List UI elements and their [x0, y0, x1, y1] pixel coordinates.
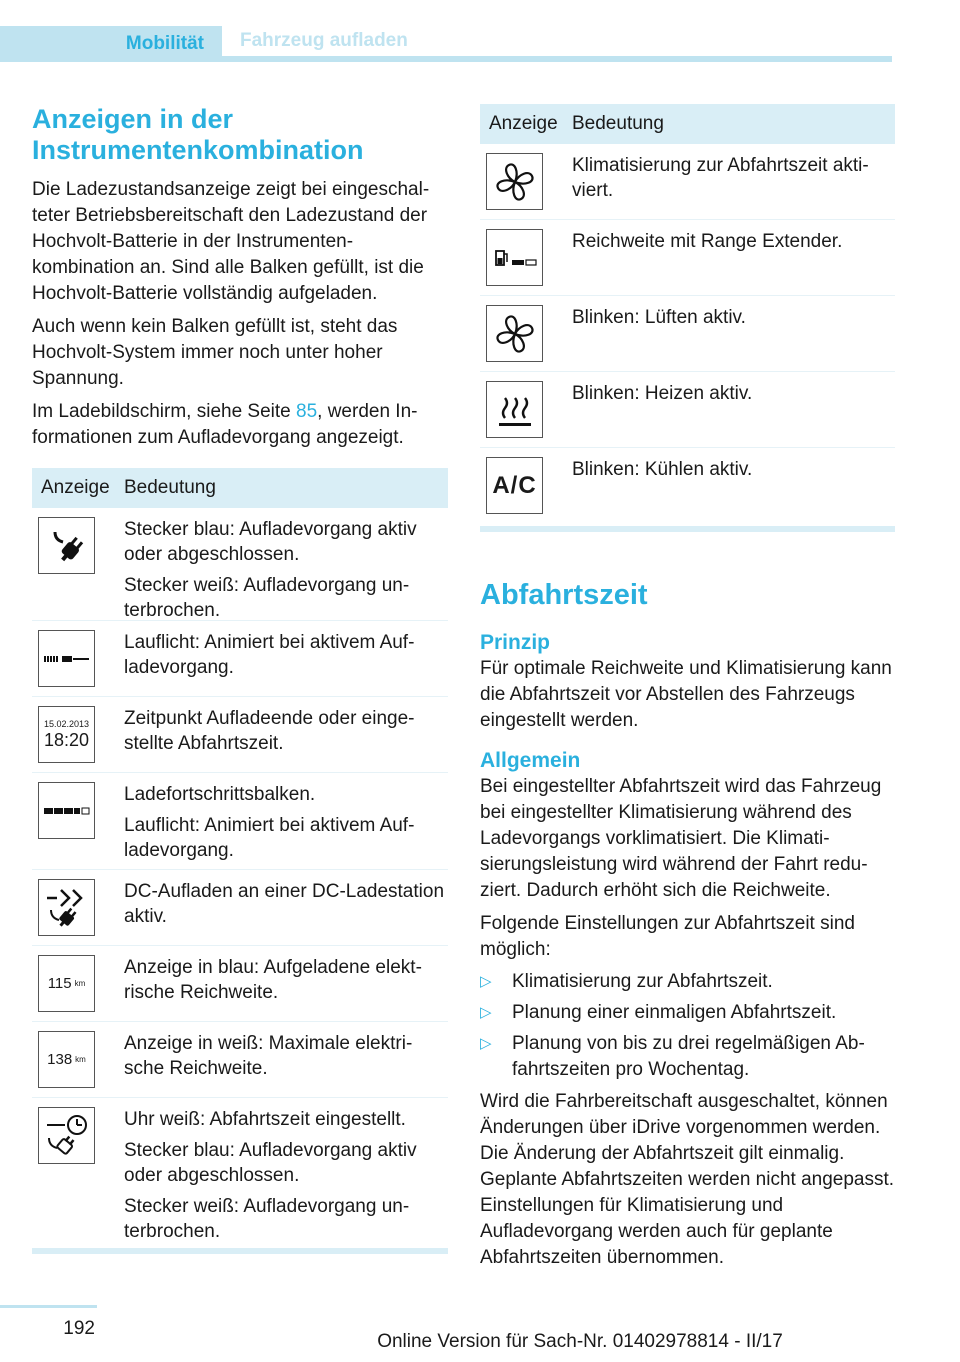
fan-icon	[486, 305, 543, 362]
range-blue-icon	[38, 955, 95, 1012]
left-column	[32, 104, 448, 1254]
text: , werden Informationen zum Aufladevorgang angezeigt.	[32, 401, 418, 448]
cell-text: Anzeige in weiß: Maximale elektrische Reichweite.	[124, 1033, 413, 1079]
table-row	[32, 508, 448, 621]
paragraph: Folgende Einstellungen zur Abfahrtszeit sind möglich:	[480, 913, 855, 960]
cell-text: Lauflicht: Animiert bei aktivem Aufladevorgang.	[124, 632, 415, 678]
table-row	[480, 448, 895, 524]
paragraph: Auch wenn kein Balken gefüllt ist, steht das Hochvolt-System immer noch unter hoher Spannung.	[32, 316, 398, 389]
list-item-text: Klimatisierung zur Abfahrtszeit.	[512, 971, 773, 992]
table-row	[480, 144, 895, 220]
fan-icon	[486, 153, 543, 210]
table-row	[32, 773, 448, 870]
cell-text: Anzeige in blau: Aufgeladene elektrische Reichweite.	[124, 957, 422, 1003]
cell-text: Stecker blau: Aufladevorgang aktiv oder abgeschlossen.	[124, 1140, 417, 1186]
cell-text: DC-Aufladen an einer DC-Ladestation aktiv.	[124, 881, 445, 927]
range-unit: km	[75, 1055, 86, 1064]
display-table	[32, 468, 448, 1254]
bullet-marker-icon: ▷	[480, 1004, 492, 1021]
table-row	[32, 1098, 448, 1248]
table-bottom-rule	[480, 526, 895, 532]
table-row	[32, 870, 448, 946]
paragraph	[32, 399, 448, 451]
table-row	[480, 372, 895, 448]
page-number-rule	[0, 1305, 97, 1308]
table-row	[32, 697, 448, 773]
cell-text: Blinken: Heizen aktiv.	[572, 383, 753, 404]
progress-bar-icon	[38, 782, 95, 839]
range-unit: km	[74, 979, 86, 988]
cell-text: Blinken: Kühlen aktiv.	[572, 459, 753, 480]
cell-text: Reichweite mit Range Extender.	[572, 231, 843, 252]
column-header: Anzeige	[41, 477, 110, 498]
table-row	[32, 1022, 448, 1098]
cell-text: Uhr weiß: Abfahrtszeit eingestellt.	[124, 1109, 406, 1130]
page-number: 192	[63, 1318, 95, 1339]
section-title: Anzeigen in der Instrumentenkombination	[32, 104, 364, 165]
paragraph: Bei eingestellter Abfahrtszeit wird das Fahrzeug bei eingestellter Klimatisierung während des Ladevorgangs vorklimatisiert. Die Klimatisierungsleistung wird während der Fahrt reduziert. Dadurch erhöht sich die Reichweite.	[480, 776, 882, 901]
list-item	[480, 1000, 895, 1026]
cell-text: Stecker weiß: Aufladevorgang unterbrochen.	[124, 575, 410, 621]
text: Im Ladebildschirm, siehe Seite	[32, 401, 297, 422]
paragraph: Die Ladezustandsanzeige zeigt bei eingeschalteter Betriebsbereitschaft den Ladezustand der Hochvolt-Batterie in der Instrumentenkombination an. Sind alle Balken gefüllt, ist die Hochvolt-Batterie vollständig aufgeladen.	[32, 179, 430, 304]
bullet-list	[480, 969, 895, 1083]
bullet-marker-icon: ▷	[480, 1035, 492, 1052]
table-bottom-rule	[32, 1248, 448, 1254]
clock-plug-icon	[38, 1107, 95, 1164]
range-white-icon	[38, 1031, 95, 1088]
list-item	[480, 1031, 895, 1083]
range-value: 138	[47, 1051, 73, 1068]
running-light-bar-icon	[38, 630, 95, 687]
paragraph: Für optimale Reichweite und Klimatisierung kann die Abfahrtszeit vor Abstellen des Fahrzeugs eingestellt werden.	[480, 658, 892, 731]
table-row	[480, 296, 895, 372]
section-tab: Fahrzeug aufladen	[222, 26, 892, 62]
list-item	[480, 969, 895, 995]
range-extender-icon	[486, 229, 543, 286]
cell-text: Ladefortschrittsbalken.	[124, 784, 316, 805]
cell-text: Klimatisierung zur Abfahrtszeit aktiviert.	[572, 155, 869, 201]
ac-icon	[486, 457, 543, 514]
cell-text: Stecker blau: Aufladevorgang aktiv oder abgeschlossen.	[124, 519, 417, 565]
list-item-text: Planung einer einmaligen Abfahrtszeit.	[512, 1002, 837, 1023]
section-title: Abfahrtszeit	[480, 579, 648, 611]
right-column	[480, 104, 895, 1271]
table-header	[32, 468, 448, 508]
charging-plug-icon	[38, 517, 95, 574]
table-row	[32, 946, 448, 1022]
bullet-marker-icon: ▷	[480, 973, 492, 990]
chapter-tab: Mobilität	[0, 26, 222, 62]
table-row	[480, 220, 895, 296]
paragraph: Wird die Fahrbereitschaft ausgeschaltet, können Änderungen über iDrive vorgenommen werden. Die Änderung der Abfahrtszeit gilt einmalig. Geplante Abfahrtszeiten werden nicht angepasst. Einstellungen für Klimatisierung und Aufladevorgang werden auch für geplante Abfahrtszeiten übernommen.	[480, 1091, 895, 1268]
date-time-icon	[38, 706, 95, 763]
subsection-title: Allgemein	[480, 749, 581, 772]
column-header: Anzeige	[489, 113, 558, 134]
cell-text: Lauflicht: Animiert bei aktivem Aufladevorgang.	[124, 815, 415, 861]
page-link[interactable]: 85	[296, 401, 318, 422]
list-item-text: Planung von bis zu drei regelmäßigen Abfahrtszeiten pro Wochentag.	[512, 1033, 865, 1080]
table-header	[480, 104, 895, 144]
table-row	[32, 621, 448, 697]
heating-icon	[486, 381, 543, 438]
column-header: Bedeutung	[124, 477, 216, 498]
cell-text: Zeitpunkt Aufladeende oder eingestellte Abfahrtszeit.	[124, 708, 415, 754]
climate-table	[480, 104, 895, 532]
subsection-title: Prinzip	[480, 631, 551, 654]
cell-text: Stecker weiß: Aufladevorgang unterbrochen.	[124, 1196, 410, 1242]
online-version-note: Online Version für Sach-Nr. 01402978814 - II/17	[377, 1331, 783, 1352]
range-value: 115	[47, 975, 72, 992]
cell-text: Blinken: Lüften aktiv.	[572, 307, 746, 328]
page-header	[0, 26, 892, 62]
time-value: 18:20	[43, 730, 90, 750]
date-value: 15.02.2013	[43, 719, 90, 729]
ac-label: A/C	[492, 471, 537, 499]
dc-charging-icon	[38, 879, 95, 936]
column-header: Bedeutung	[572, 113, 664, 134]
